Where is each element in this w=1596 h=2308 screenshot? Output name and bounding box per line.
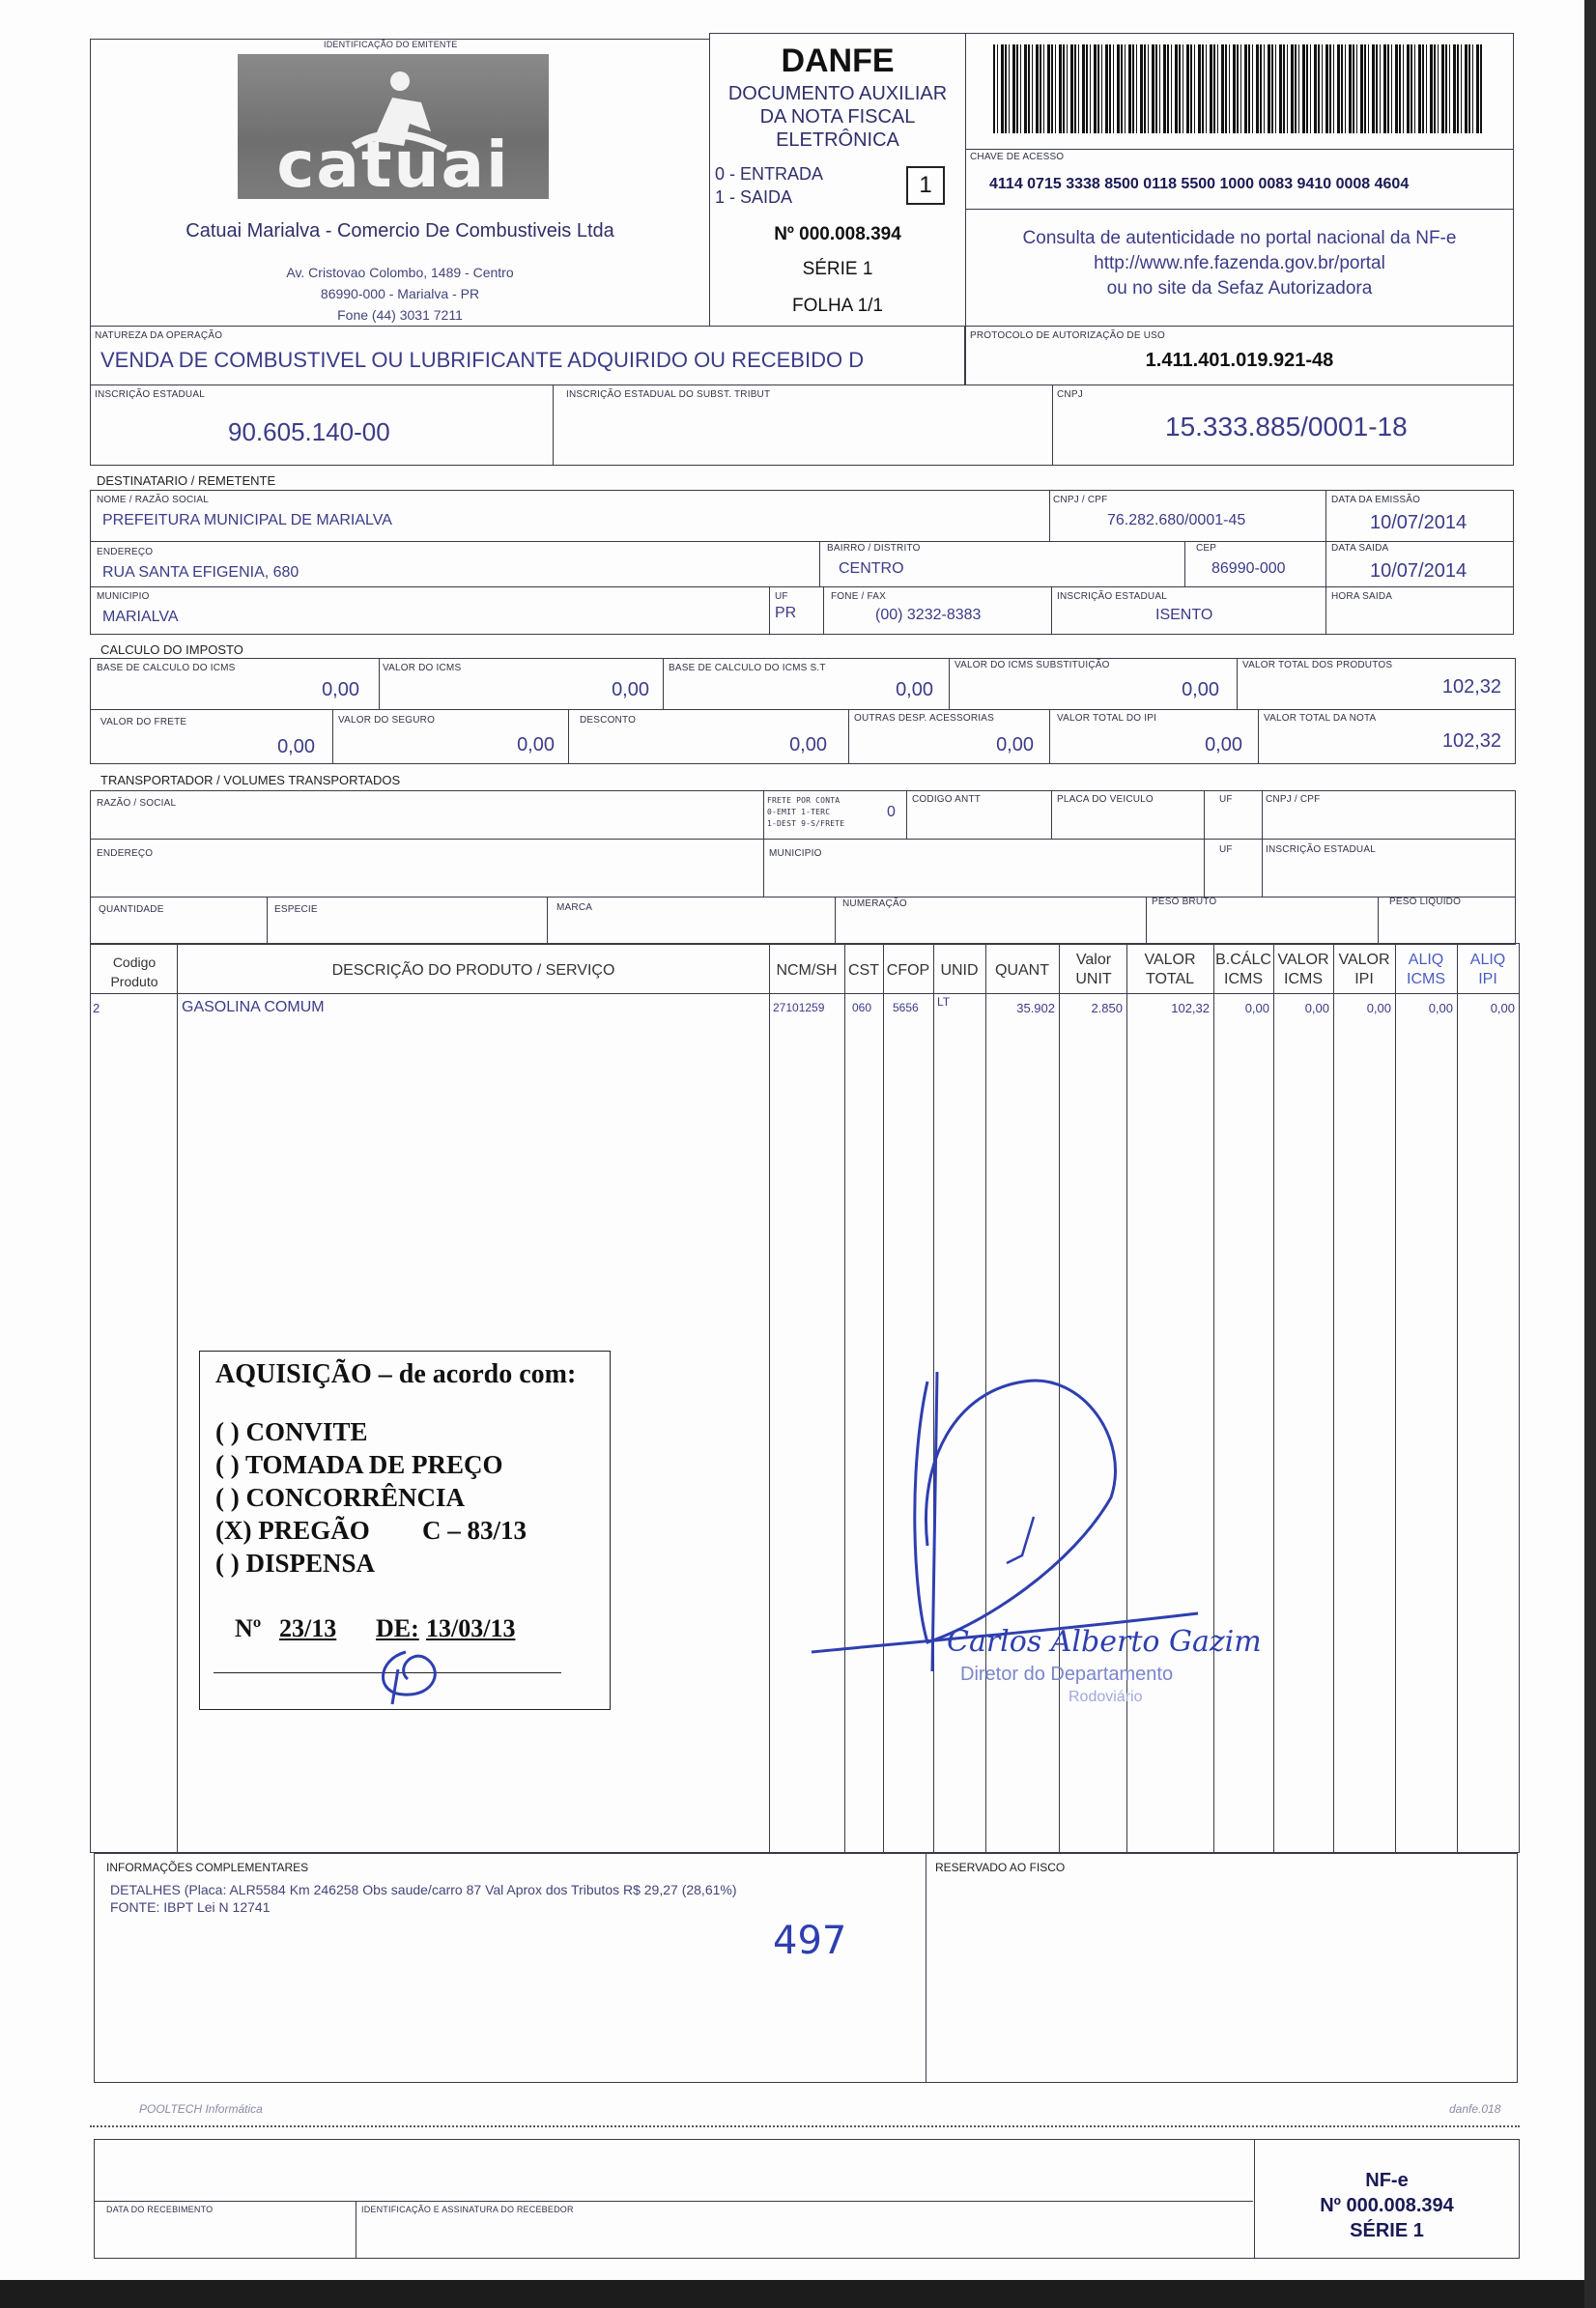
info-label: INFORMAÇÕES COMPLEMENTARES bbox=[106, 1861, 309, 1874]
th-cst: CST bbox=[848, 962, 879, 979]
bc-st: 0,00 bbox=[896, 679, 933, 700]
danfe-subtitle-3: ELETRÔNICA bbox=[776, 129, 899, 151]
fisco-box bbox=[926, 1853, 1518, 2083]
td-vtotal: 102,32 bbox=[1171, 1001, 1210, 1015]
th-quant: QUANT bbox=[995, 962, 1049, 979]
dest-bairro: CENTRO bbox=[839, 560, 904, 577]
canhoto-nfe: NF-e bbox=[1365, 2170, 1409, 2191]
td-vipi: 0,00 bbox=[1366, 1001, 1391, 1015]
dest-uf: PR bbox=[775, 605, 797, 621]
stamp-num-label: Nº bbox=[235, 1614, 262, 1642]
stamp-option-pregao: (X) PREGÃO bbox=[215, 1516, 370, 1545]
dest-fone-label: FONE / FAX bbox=[831, 591, 887, 602]
scan-right-edge bbox=[1584, 0, 1596, 2308]
outras-label: OUTRAS DESP. ACESSORIAS bbox=[854, 713, 995, 724]
dest-fone: (00) 3232-8383 bbox=[875, 607, 982, 623]
stamp-de-label: DE: bbox=[376, 1614, 419, 1642]
signature-role: Diretor do Departamento bbox=[960, 1664, 1174, 1685]
transp-uf2-label: UF bbox=[1219, 844, 1233, 855]
v-nota-label: VALOR TOTAL DA NOTA bbox=[1264, 713, 1377, 724]
transp-frete-line-1: FRETE POR CONTA bbox=[767, 796, 841, 805]
transportador-section: TRANSPORTADOR / VOLUMES TRANSPORTADOS bbox=[100, 773, 401, 787]
emitente-name: Catuai Marialva - Comercio De Combustiveis Ltda bbox=[185, 220, 614, 242]
dest-cep: 86990-000 bbox=[1211, 560, 1286, 577]
consulta-line-1: Consulta de autenticidade no portal nacional da NF-e bbox=[1022, 228, 1457, 248]
cnpj-value: 15.333.885/0001-18 bbox=[1165, 412, 1408, 442]
desconto: 0,00 bbox=[789, 734, 827, 755]
dest-municipio-label: MUNICIPIO bbox=[97, 591, 150, 602]
transp-peso-liq-label: PESO LIQUIDO bbox=[1389, 897, 1462, 907]
th-aliq-icms: ALIQ ICMS bbox=[1407, 952, 1445, 987]
destinatario-section: DESTINATARIO / REMETENTE bbox=[97, 473, 276, 488]
danfe-title: DANFE bbox=[781, 43, 895, 79]
v-nota: 102,32 bbox=[1441, 730, 1501, 752]
emitente-address: Av. Cristovao Colombo, 1489 - Centro bbox=[286, 265, 514, 280]
danfe-entrada: 0 - ENTRADA bbox=[715, 164, 824, 184]
td-descricao: GASOLINA COMUM bbox=[182, 999, 325, 1015]
stamp-option-convite: ( ) CONVITE bbox=[215, 1417, 368, 1446]
td-codigo: 2 bbox=[93, 1001, 100, 1015]
td-aliq-icms: 0,00 bbox=[1428, 1001, 1453, 1015]
transp-qtd-label: QUANTIDADE bbox=[99, 904, 164, 915]
td-ncm: 27101259 bbox=[773, 1001, 825, 1014]
v-prod-label: VALOR TOTAL DOS PRODUTOS bbox=[1242, 660, 1393, 670]
th-bc: B.CÁLC ICMS bbox=[1215, 952, 1271, 987]
th-aliq-ipi: ALIQ IPI bbox=[1469, 952, 1506, 987]
danfe-tipo-box: 1 bbox=[906, 166, 945, 205]
dest-emissao: 10/07/2014 bbox=[1370, 512, 1468, 533]
outras: 0,00 bbox=[996, 734, 1034, 755]
chave-value: 4114 0715 3338 8500 0118 5500 1000 0083 9410 0008 4604 bbox=[989, 176, 1410, 192]
assinatura-recebedor-label: IDENTIFICAÇÃO E ASSINATURA DO RECEBEDOR bbox=[361, 2205, 574, 2214]
chave-label: CHAVE DE ACESSO bbox=[970, 152, 1065, 162]
frete-label: VALOR DO FRETE bbox=[100, 717, 187, 727]
transp-uf-label: UF bbox=[1219, 794, 1233, 805]
stamp-de: 13/03/13 bbox=[426, 1614, 516, 1642]
td-bc: 0,00 bbox=[1244, 1001, 1269, 1015]
transp-marca-label: MARCA bbox=[556, 902, 593, 913]
td-cst: 060 bbox=[852, 1001, 872, 1014]
ie-label: INSCRIÇÃO ESTADUAL bbox=[95, 389, 205, 400]
v-st-label: VALOR DO ICMS SUBSTITUIÇÃO bbox=[955, 660, 1110, 670]
th-codigo: Codigo Produto bbox=[110, 955, 158, 989]
stamp-num: 23/13 bbox=[279, 1614, 337, 1642]
transp-endereco-label: ENDEREÇO bbox=[97, 848, 154, 859]
dest-ie-label: INSCRIÇÃO ESTADUAL bbox=[1057, 591, 1167, 602]
transp-frete-line-3: 1-DEST 9-S/FRETE bbox=[767, 819, 845, 828]
danfe-serie: SÉRIE 1 bbox=[802, 259, 873, 279]
dest-municipio: MARIALVA bbox=[102, 609, 179, 625]
info-line-2: FONTE: IBPT Lei N 12741 bbox=[110, 1899, 271, 1915]
v-icms-label: VALOR DO ICMS bbox=[383, 663, 462, 673]
td-cfop: 5656 bbox=[893, 1001, 919, 1014]
dest-ie: ISENTO bbox=[1155, 607, 1213, 623]
ie-value: 90.605.140-00 bbox=[228, 417, 390, 446]
td-vicms: 0,00 bbox=[1304, 1001, 1329, 1015]
stamp-pregao-code: C – 83/13 bbox=[422, 1516, 527, 1545]
emitente-phone: Fone (44) 3031 7211 bbox=[337, 307, 463, 323]
th-descricao: DESCRIÇÃO DO PRODUTO / SERVIÇO bbox=[331, 962, 615, 979]
dest-endereco: RUA SANTA EFIGENIA, 680 bbox=[102, 564, 299, 581]
danfe-saida: 1 - SAIDA bbox=[715, 187, 793, 207]
scan-bottom-edge bbox=[0, 2280, 1596, 2308]
seguro-label: VALOR DO SEGURO bbox=[338, 715, 436, 726]
fisco-label: RESERVADO AO FISCO bbox=[935, 1861, 1066, 1874]
stamp-option-dispensa: ( ) DISPENSA bbox=[215, 1549, 376, 1578]
dest-nome-label: NOME / RAZÃO SOCIAL bbox=[97, 495, 210, 505]
th-unid: UNID bbox=[940, 962, 979, 979]
dest-hora-label: HORA SAIDA bbox=[1331, 591, 1393, 602]
natureza-label: NATUREZA DA OPERAÇÃO bbox=[95, 330, 223, 341]
dest-emissao-label: DATA DA EMISSÃO bbox=[1331, 495, 1421, 505]
td-vunit: 2.850 bbox=[1091, 1001, 1123, 1015]
ie-st-label: INSCRIÇÃO ESTADUAL DO SUBST. TRIBUT bbox=[566, 389, 771, 400]
td-quant: 35.902 bbox=[1016, 1001, 1055, 1015]
th-vunit: Valor UNIT bbox=[1075, 952, 1112, 987]
danfe-folha: FOLHA 1/1 bbox=[792, 296, 883, 316]
td-aliq-ipi: 0,00 bbox=[1490, 1001, 1515, 1015]
dest-uf-label: UF bbox=[775, 591, 788, 602]
cut-line bbox=[90, 2125, 1520, 2127]
imposto-section: CALCULO DO IMPOSTO bbox=[100, 642, 243, 657]
dest-cep-label: CEP bbox=[1196, 543, 1217, 554]
transp-antt-label: CODIGO ANTT bbox=[912, 794, 982, 805]
v-icms: 0,00 bbox=[612, 679, 649, 700]
canhoto-serie: SÉRIE 1 bbox=[1350, 2220, 1424, 2241]
bc-icms: 0,00 bbox=[322, 679, 359, 700]
seguro: 0,00 bbox=[517, 734, 555, 755]
emitente-logo bbox=[238, 54, 549, 202]
protocolo-value: 1.411.401.019.921-48 bbox=[1145, 350, 1334, 371]
th-vipi: VALOR IPI bbox=[1338, 952, 1390, 987]
ipi-label: VALOR TOTAL DO IPI bbox=[1057, 713, 1157, 724]
dest-cnpj: 76.282.680/0001-45 bbox=[1107, 512, 1246, 528]
footer-ref: danfe.018 bbox=[1449, 2102, 1501, 2116]
logo-text: catuai bbox=[276, 128, 510, 202]
footer-software: POOLTECH Informática bbox=[139, 2102, 263, 2116]
bc-icms-label: BASE DE CALCULO DO ICMS bbox=[97, 663, 236, 673]
danfe-subtitle-2: DA NOTA FISCAL bbox=[759, 106, 916, 128]
natureza-value: VENDA DE COMBUSTIVEL OU LUBRIFICANTE ADQUIRIDO OU RECEBIDO D bbox=[100, 348, 865, 372]
transp-cnpj-label: CNPJ / CPF bbox=[1266, 794, 1321, 805]
dest-cnpj-label: CNPJ / CPF bbox=[1053, 495, 1108, 505]
th-ncm: NCM/SH bbox=[776, 962, 838, 979]
cnpj-label: CNPJ bbox=[1057, 389, 1083, 400]
info-line-1: DETALHES (Placa: ALR5584 Km 246258 Obs saude/carro 87 Val Aprox dos Tributos R$ 29,27 (28,61%) bbox=[110, 1882, 737, 1897]
transp-peso-bruto-label: PESO BRUTO bbox=[1152, 897, 1217, 907]
stamp-option-tomada: ( ) TOMADA DE PREÇO bbox=[215, 1450, 503, 1479]
protocolo-label: PROTOCOLO DE AUTORIZAÇÃO DE USO bbox=[970, 330, 1165, 341]
td-unid: LT bbox=[937, 995, 951, 1009]
transp-especie-label: ESPECIE bbox=[274, 904, 318, 915]
info-handwritten-number: 497 bbox=[773, 1919, 847, 1963]
dest-bairro-label: BAIRRO / DISTRITO bbox=[827, 543, 921, 554]
transp-ie-label: INSCRIÇÃO ESTADUAL bbox=[1266, 844, 1376, 855]
transp-placa-label: PLACA DO VEICULO bbox=[1057, 794, 1154, 805]
consulta-line-2: http://www.nfe.fazenda.gov.br/portal bbox=[1094, 253, 1385, 273]
initials-scribble bbox=[367, 1640, 454, 1708]
stamp-option-concorrencia: ( ) CONCORRÊNCIA bbox=[215, 1483, 465, 1512]
signature-role-2: Rodoviário bbox=[1069, 1689, 1143, 1705]
dest-nome: PREFEITURA MUNICIPAL DE MARIALVA bbox=[102, 512, 392, 528]
bc-st-label: BASE DE CALCULO DO ICMS S.T bbox=[669, 663, 826, 673]
recebimento-label: DATA DO RECEBIMENTO bbox=[106, 2205, 214, 2214]
emitente-cep-city: 86990-000 - Marialva - PR bbox=[320, 286, 480, 301]
barcode bbox=[993, 44, 1484, 133]
frete: 0,00 bbox=[277, 736, 315, 757]
ipi: 0,00 bbox=[1205, 734, 1242, 755]
transp-numeracao-label: NUMERAÇÃO bbox=[842, 898, 907, 909]
dest-saida-label: DATA SAIDA bbox=[1331, 543, 1389, 554]
consulta-line-3: ou no site da Sefaz Autorizadora bbox=[1106, 278, 1373, 299]
desconto-label: DESCONTO bbox=[580, 715, 637, 726]
v-prod: 102,32 bbox=[1441, 676, 1501, 698]
v-st: 0,00 bbox=[1182, 679, 1219, 700]
th-vtotal: VALOR TOTAL bbox=[1144, 952, 1196, 987]
emitente-section-label: IDENTIFICAÇÃO DO EMITENTE bbox=[324, 40, 458, 49]
transp-municipio-label: MUNICIPIO bbox=[769, 848, 822, 859]
signature-name: Carlos Alberto Gazim bbox=[947, 1625, 1262, 1659]
danfe-numero: Nº 000.008.394 bbox=[774, 224, 901, 244]
th-cfop: CFOP bbox=[886, 962, 930, 979]
th-vicms: VALOR ICMS bbox=[1277, 952, 1329, 987]
dest-saida: 10/07/2014 bbox=[1370, 560, 1468, 582]
transp-frete-val: 0 bbox=[887, 804, 896, 820]
transp-frete-line-2: 0-EMIT 1-TERC bbox=[767, 808, 831, 816]
danfe-subtitle-1: DOCUMENTO AUXILIAR bbox=[727, 83, 948, 104]
transp-razao-label: RAZÃO / SOCIAL bbox=[97, 798, 177, 809]
canhoto-numero: Nº 000.008.394 bbox=[1320, 2195, 1454, 2216]
stamp-title: AQUISIÇÃO – de acordo com: bbox=[215, 1359, 577, 1389]
signature-scribble bbox=[792, 1353, 1333, 1758]
dest-endereco-label: ENDEREÇO bbox=[97, 547, 154, 557]
